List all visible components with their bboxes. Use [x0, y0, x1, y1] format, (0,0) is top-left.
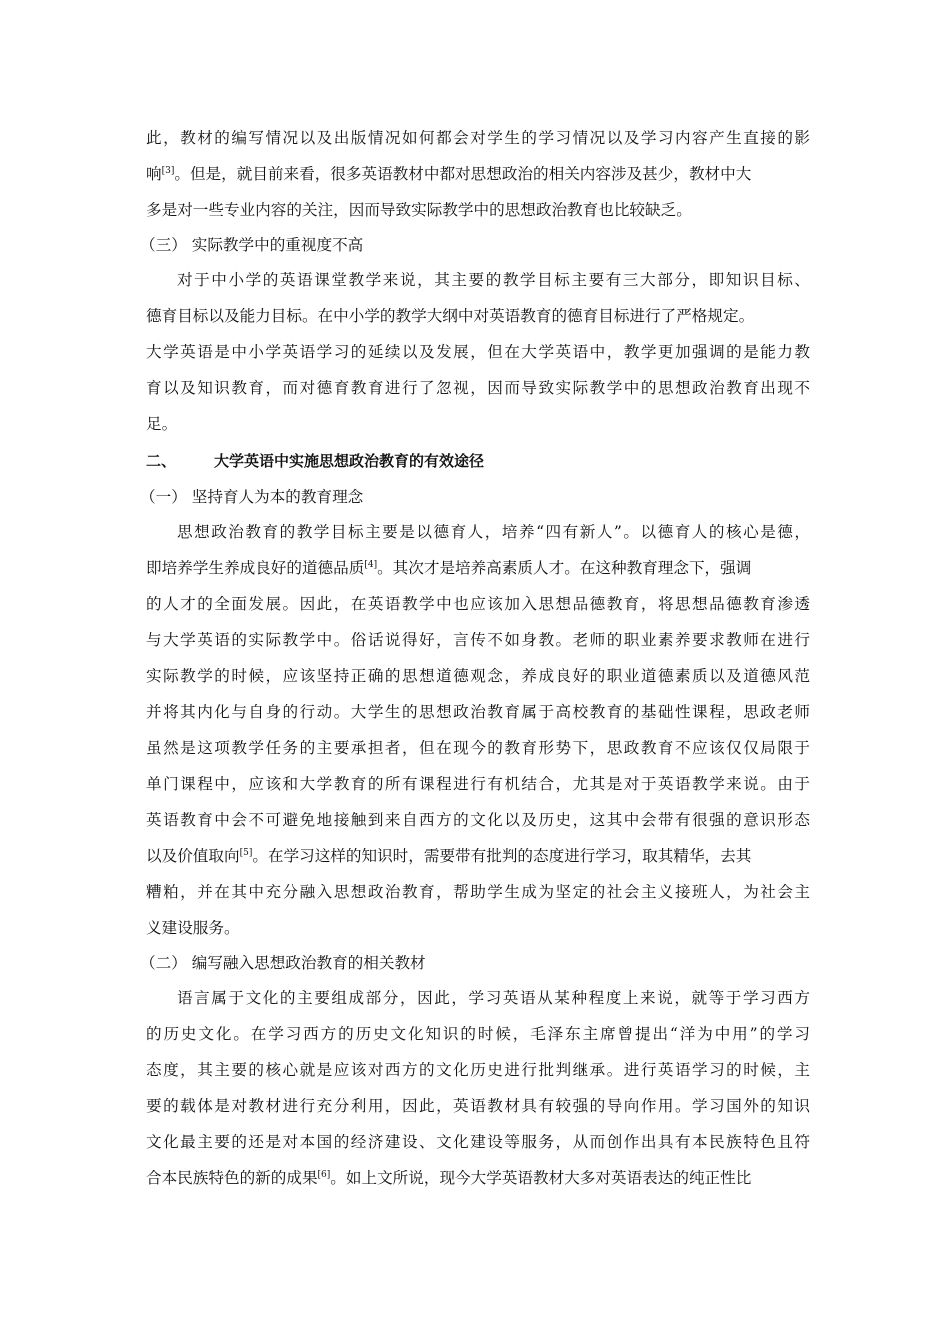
citation-ref: [3]	[161, 165, 175, 176]
paragraph-line: 单门课程中，应该和大学教育的所有课程进行有机结合，尤其是对于英语教学来说。由于	[146, 775, 810, 793]
text-run: 响	[146, 165, 162, 183]
paragraph-line: 多是对一些专业内容的关注，因而导致实际教学中的思想政治教育也比较缺乏。	[146, 201, 692, 219]
citation-ref: [4]	[364, 559, 378, 570]
text-run: 。但是，就目前来看，很多英语教材中都对思想政治的相关内容涉及甚少，教材中大	[174, 165, 752, 183]
paragraph-line: 大学英语是中小学英语学习的延续以及发展，但在大学英语中，教学更加强调的是能力教	[146, 343, 810, 361]
heading-number: 二、	[146, 452, 177, 470]
paragraph-line: 实际教学的时候，应该坚持正确的思想道德观念，养成良好的职业道德素质以及道德风范	[146, 667, 810, 685]
text-run: 以及价值取向	[146, 847, 240, 865]
section-heading-2	[146, 451, 810, 471]
paragraph-line: 此，教材的编写情况以及出版情况如何都会对学生的学习情况以及学习内容产生直接的影	[146, 129, 810, 147]
text-run: 。在学习这样的知识时，需要带有批判的态度进行学习，取其精华，去其	[252, 847, 752, 865]
citation-ref: [6]	[317, 1169, 331, 1180]
paragraph-line: 英语教育中会不可避免地接触到来自西方的文化以及历史，这其中会带有很强的意识形态	[146, 811, 810, 829]
citation-ref: [5]	[239, 847, 253, 858]
paragraph-line	[146, 164, 810, 184]
paragraph-line: 义建设服务。	[146, 919, 240, 937]
paragraph-line: 文化最主要的还是对本国的经济建设、文化建设等服务，从而创作出具有本民族特色且符	[146, 1133, 810, 1151]
paragraph-line	[146, 846, 810, 866]
paragraph-line: 与大学英语的实际教学中。俗话说得好，言传不如身教。老师的职业素养要求教师在进行	[146, 631, 810, 649]
paragraph-line: 要的载体是对教材进行充分利用，因此，英语教材具有较强的导向作用。学习国外的知识	[146, 1097, 810, 1115]
section-heading-3: （三） 实际教学中的重视度不高	[140, 236, 364, 254]
paragraph-line: 并将其内化与自身的行动。大学生的思想政治教育属于高校教育的基础性课程，思政老师	[146, 703, 810, 721]
section-heading-2-sub: （二） 编写融入思想政治教育的相关教材	[140, 954, 426, 972]
text-run: 即培养学生养成良好的道德品质	[146, 559, 365, 577]
paragraph-line: 育以及知识教育，而对德育教育进行了忽视，因而导致实际教学中的思想政治教育出现不	[146, 379, 810, 397]
paragraph-line: 态度，其主要的核心就是应该对西方的文化历史进行批判继承。进行英语学习的时候，主	[146, 1061, 810, 1079]
text-run: 合本民族特色的新的成果	[146, 1169, 318, 1187]
paragraph-line: 语言属于文化的主要组成部分，因此，学习英语从某种程度上来说，就等于学习西方	[177, 989, 810, 1007]
text-run: 。其次才是培养高素质人才。在这种教育理念下，强调	[377, 559, 752, 577]
paragraph-line: 的人才的全面发展。因此，在英语教学中也应该加入思想品德教育，将思想品德教育渗透	[146, 595, 810, 613]
paragraph-line: 虽然是这项教学任务的主要承担者，但在现今的教育形势下，思政教育不应该仅仅局限于	[146, 739, 810, 757]
paragraph-line: 对于中小学的英语课堂教学来说，其主要的教学目标主要有三大部分，即知识目标、	[177, 271, 810, 289]
paragraph-line: 的历史文化。在学习西方的历史文化知识的时候，毛泽东主席曾提出“洋为中用”的学习	[146, 1025, 810, 1043]
paragraph-line	[146, 1168, 810, 1188]
paragraph-line	[146, 558, 810, 578]
paragraph-line: 思想政治教育的教学目标主要是以德育人，培养“四有新人”。以德育人的核心是德，	[177, 523, 810, 541]
paragraph-line: 德育目标以及能力目标。在中小学的教学大纲中对英语教育的德育目标进行了严格规定。	[146, 307, 755, 325]
text-run: 。如上文所说，现今大学英语教材大多对英语表达的纯正性比	[330, 1169, 752, 1187]
paragraph-line: 糟粕，并在其中充分融入思想政治教育，帮助学生成为坚定的社会主义接班人，为社会主	[146, 883, 810, 901]
heading-title: 大学英语中实施思想政治教育的有效途径	[214, 452, 485, 470]
section-heading-1: （一） 坚持育人为本的教育理念	[140, 488, 364, 506]
paragraph-line: 足。	[146, 415, 178, 433]
